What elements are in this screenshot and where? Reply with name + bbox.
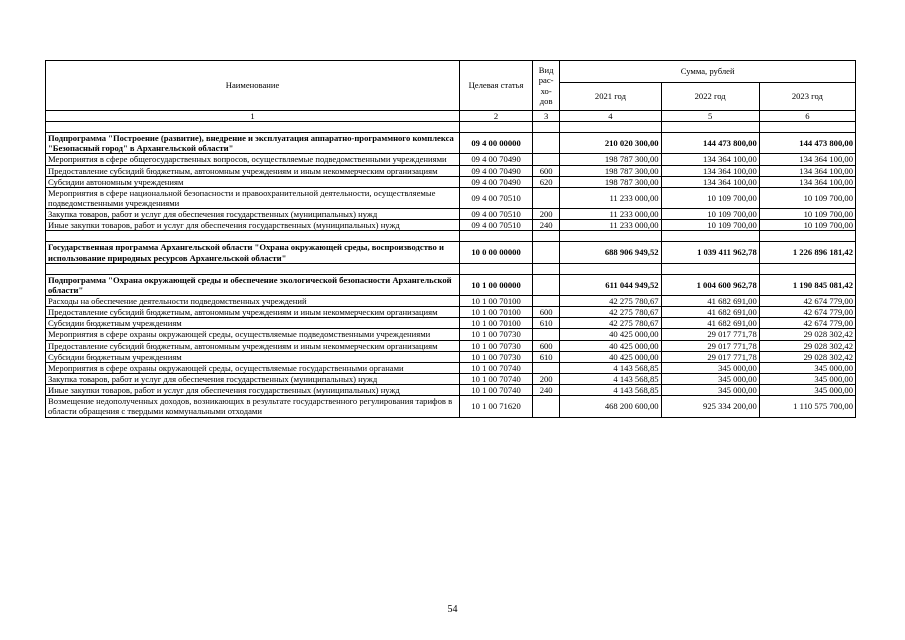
table-row [46, 220, 856, 231]
table-row [46, 385, 856, 396]
row-sum-2022: 41 682 691,00 [661, 295, 759, 306]
empty-cell [759, 122, 855, 133]
row-expense-type [532, 242, 559, 263]
row-target-code: 10 1 00 70100 [460, 318, 533, 329]
row-sum-2023: 42 674 779,00 [759, 307, 855, 318]
row-target-code: 10 1 00 70730 [460, 351, 533, 362]
row-sum-2022: 41 682 691,00 [661, 318, 759, 329]
row-sum-2021: 42 275 780,67 [560, 295, 661, 306]
table-row [46, 396, 856, 417]
row-name: Иные закупки товаров, работ и услуг для обеспечения государственных (муниципальных) нужд [46, 385, 460, 396]
table-row [46, 209, 856, 220]
row-expense-type [532, 187, 559, 208]
row-target-code: 09 4 00 00000 [460, 133, 533, 154]
row-sum-2023: 10 109 700,00 [759, 209, 855, 220]
row-name: Иные закупки товаров, работ и услуг для обеспечения государственных (муниципальных) нужд [46, 220, 460, 231]
row-sum-2021: 4 143 568,85 [560, 385, 661, 396]
table-row [46, 362, 856, 373]
header-col-number: 4 [560, 111, 661, 122]
row-sum-2021: 198 787 300,00 [560, 165, 661, 176]
table-row [46, 242, 856, 263]
empty-cell [532, 122, 559, 133]
empty-cell [661, 122, 759, 133]
row-expense-type [532, 329, 559, 340]
row-sum-2021: 198 787 300,00 [560, 176, 661, 187]
row-sum-2021: 40 425 000,00 [560, 351, 661, 362]
table-body [46, 122, 856, 417]
empty-cell [759, 263, 855, 274]
header-col-number: 5 [661, 111, 759, 122]
row-target-code: 10 1 00 71620 [460, 396, 533, 417]
row-sum-2021: 468 200 600,00 [560, 396, 661, 417]
row-target-code: 09 4 00 70510 [460, 187, 533, 208]
empty-cell [560, 122, 661, 133]
row-expense-type [532, 396, 559, 417]
header-col-number: 6 [759, 111, 855, 122]
row-sum-2021: 210 020 300,00 [560, 133, 661, 154]
row-sum-2023: 1 110 575 700,00 [759, 396, 855, 417]
row-name: Субсидии бюджетным учреждениям [46, 318, 460, 329]
row-sum-2021: 688 906 949,52 [560, 242, 661, 263]
row-sum-2022: 1 039 411 962,78 [661, 242, 759, 263]
row-sum-2022: 10 109 700,00 [661, 209, 759, 220]
row-name: Закупка товаров, работ и услуг для обеспечения государственных (муниципальных) нужд [46, 373, 460, 384]
table-row [46, 318, 856, 329]
row-name: Мероприятия в сфере национальной безопасности и правоохранительной деятельности, осуществляемые подведомственными учреждениями [46, 187, 460, 208]
row-sum-2021: 40 425 000,00 [560, 329, 661, 340]
row-sum-2022: 10 109 700,00 [661, 220, 759, 231]
table-row [46, 274, 856, 295]
row-sum-2023: 134 364 100,00 [759, 165, 855, 176]
row-name: Возмещение недополученных доходов, возникающих в результате государственного регулирования тарифов в области обращения с твердыми коммунальными отходами [46, 396, 460, 417]
row-sum-2023: 134 364 100,00 [759, 154, 855, 165]
header-col-number: 3 [532, 111, 559, 122]
row-name: Мероприятия в сфере общегосударственных вопросов, осуществляемые подведомственными учреждениями [46, 154, 460, 165]
row-expense-type: 620 [532, 176, 559, 187]
row-sum-2022: 10 109 700,00 [661, 187, 759, 208]
header-year-2022: 2022 год [661, 83, 759, 111]
empty-cell [460, 231, 533, 242]
row-expense-type [532, 154, 559, 165]
row-target-code: 10 1 00 70730 [460, 329, 533, 340]
row-expense-type [532, 362, 559, 373]
empty-cell [560, 263, 661, 274]
row-expense-type: 600 [532, 165, 559, 176]
empty-cell [759, 231, 855, 242]
table-header [46, 61, 856, 122]
row-expense-type [532, 274, 559, 295]
row-sum-2021: 198 787 300,00 [560, 154, 661, 165]
row-sum-2023: 29 028 302,42 [759, 329, 855, 340]
row-sum-2021: 11 233 000,00 [560, 220, 661, 231]
row-sum-2021: 40 425 000,00 [560, 340, 661, 351]
empty-cell [560, 231, 661, 242]
row-name: Подпрограмма "Охрана окружающей среды и обеспечение экологической безопасности Архангельской области" [46, 274, 460, 295]
row-sum-2023: 1 226 896 181,42 [759, 242, 855, 263]
row-target-code: 10 1 00 70100 [460, 307, 533, 318]
row-expense-type: 200 [532, 373, 559, 384]
row-sum-2022: 134 364 100,00 [661, 176, 759, 187]
row-sum-2023: 1 190 845 081,42 [759, 274, 855, 295]
row-expense-type: 610 [532, 318, 559, 329]
header-col-number: 2 [460, 111, 533, 122]
empty-cell [460, 122, 533, 133]
header-code: Целевая статья [460, 61, 533, 111]
header-col-number: 1 [46, 111, 460, 122]
row-sum-2023: 29 028 302,42 [759, 351, 855, 362]
table-row [46, 329, 856, 340]
row-name: Мероприятия в сфере охраны окружающей среды, осуществляемые государственными органами [46, 362, 460, 373]
row-target-code: 09 4 00 70510 [460, 209, 533, 220]
row-expense-type: 200 [532, 209, 559, 220]
row-sum-2022: 345 000,00 [661, 373, 759, 384]
empty-cell [460, 263, 533, 274]
row-name: Государственная программа Архангельской области "Охрана окружающей среды, воспроизводство и использование природных ресурсов Архангельской области" [46, 242, 460, 263]
row-sum-2023: 345 000,00 [759, 362, 855, 373]
row-name: Закупка товаров, работ и услуг для обеспечения государственных (муниципальных) нужд [46, 209, 460, 220]
row-sum-2021: 42 275 780,67 [560, 307, 661, 318]
table-row [46, 154, 856, 165]
row-name: Мероприятия в сфере охраны окружающей среды, осуществляемые подведомственными учреждениями [46, 329, 460, 340]
row-sum-2023: 10 109 700,00 [759, 220, 855, 231]
row-sum-2023: 345 000,00 [759, 385, 855, 396]
page-number: 54 [447, 604, 458, 615]
row-sum-2022: 1 004 600 962,78 [661, 274, 759, 295]
row-target-code: 10 1 00 70740 [460, 385, 533, 396]
table-row [46, 133, 856, 154]
budget-table [45, 60, 856, 418]
row-expense-type: 240 [532, 385, 559, 396]
table-row [46, 165, 856, 176]
empty-cell [532, 263, 559, 274]
row-expense-type [532, 295, 559, 306]
row-target-code: 10 1 00 70730 [460, 340, 533, 351]
spacer-row [46, 263, 856, 274]
row-sum-2022: 345 000,00 [661, 362, 759, 373]
header-vid: Вид рас-хо-дов [532, 61, 559, 111]
row-sum-2022: 29 017 771,78 [661, 351, 759, 362]
empty-cell [532, 231, 559, 242]
row-sum-2022: 29 017 771,78 [661, 329, 759, 340]
row-expense-type: 240 [532, 220, 559, 231]
row-sum-2023: 134 364 100,00 [759, 176, 855, 187]
row-sum-2023: 10 109 700,00 [759, 187, 855, 208]
table-row [46, 351, 856, 362]
row-target-code: 10 1 00 00000 [460, 274, 533, 295]
row-sum-2023: 29 028 302,42 [759, 340, 855, 351]
row-sum-2022: 29 017 771,78 [661, 340, 759, 351]
table-row [46, 176, 856, 187]
row-name: Предоставление субсидий бюджетным, автономным учреждениям и иным некоммерческим организациям [46, 165, 460, 176]
table-row [46, 295, 856, 306]
row-target-code: 09 4 00 70490 [460, 165, 533, 176]
table-row [46, 373, 856, 384]
row-sum-2021: 11 233 000,00 [560, 187, 661, 208]
table-row [46, 340, 856, 351]
row-sum-2021: 4 143 568,85 [560, 373, 661, 384]
row-sum-2022: 144 473 800,00 [661, 133, 759, 154]
row-sum-2022: 925 334 200,00 [661, 396, 759, 417]
row-sum-2023: 42 674 779,00 [759, 318, 855, 329]
row-name: Расходы на обеспечение деятельности подведомственных учреждений [46, 295, 460, 306]
table-row [46, 187, 856, 208]
row-target-code: 10 0 00 00000 [460, 242, 533, 263]
row-expense-type: 600 [532, 340, 559, 351]
row-sum-2022: 345 000,00 [661, 385, 759, 396]
row-expense-type: 600 [532, 307, 559, 318]
row-name: Подпрограмма "Построение (развитие), внедрение и эксплуатация аппаратно-программного комплекса "Безопасный город" в Архангельской области" [46, 133, 460, 154]
empty-cell [46, 122, 460, 133]
row-sum-2021: 42 275 780,67 [560, 318, 661, 329]
row-name: Субсидии бюджетным учреждениям [46, 351, 460, 362]
row-target-code: 10 1 00 70740 [460, 373, 533, 384]
empty-cell [661, 231, 759, 242]
row-name: Предоставление субсидий бюджетным, автономным учреждениям и иным некоммерческим организациям [46, 340, 460, 351]
row-sum-2023: 345 000,00 [759, 373, 855, 384]
row-sum-2023: 42 674 779,00 [759, 295, 855, 306]
row-sum-2022: 41 682 691,00 [661, 307, 759, 318]
row-expense-type [532, 133, 559, 154]
empty-cell [46, 263, 460, 274]
row-sum-2023: 144 473 800,00 [759, 133, 855, 154]
row-sum-2022: 134 364 100,00 [661, 165, 759, 176]
row-sum-2021: 11 233 000,00 [560, 209, 661, 220]
row-sum-2022: 134 364 100,00 [661, 154, 759, 165]
row-target-code: 10 1 00 70740 [460, 362, 533, 373]
row-expense-type: 610 [532, 351, 559, 362]
spacer-row [46, 122, 856, 133]
row-target-code: 09 4 00 70490 [460, 176, 533, 187]
empty-cell [46, 231, 460, 242]
spacer-row [46, 231, 856, 242]
row-target-code: 09 4 00 70510 [460, 220, 533, 231]
header-year-2021: 2021 год [560, 83, 661, 111]
row-name: Субсидии автономным учреждениям [46, 176, 460, 187]
header-sum: Сумма, рублей [560, 61, 856, 83]
header-name: Наименование [46, 61, 460, 111]
row-sum-2021: 4 143 568,85 [560, 362, 661, 373]
row-name: Предоставление субсидий бюджетным, автономным учреждениям и иным некоммерческим организациям [46, 307, 460, 318]
row-target-code: 09 4 00 70490 [460, 154, 533, 165]
empty-cell [661, 263, 759, 274]
header-year-2023: 2023 год [759, 83, 855, 111]
row-target-code: 10 1 00 70100 [460, 295, 533, 306]
row-sum-2021: 611 044 949,52 [560, 274, 661, 295]
table-row [46, 307, 856, 318]
